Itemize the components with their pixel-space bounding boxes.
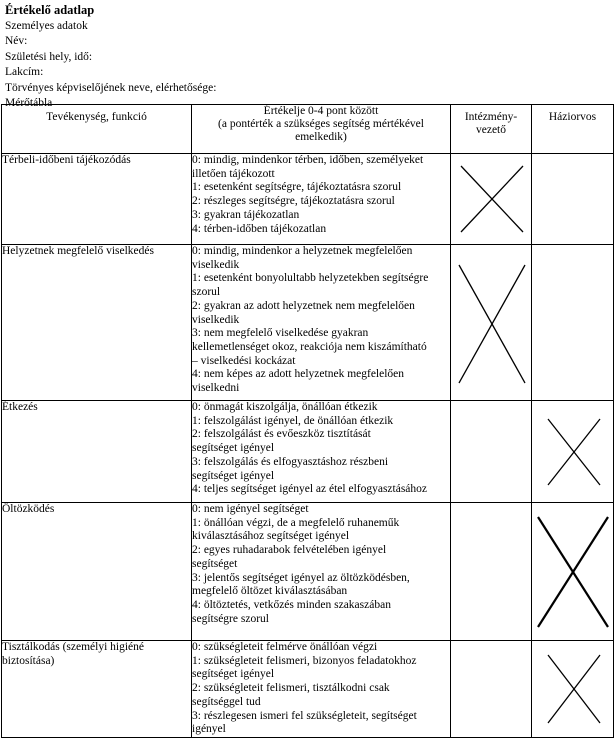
name-field-label: Név: — [5, 35, 28, 47]
scale-cell — [192, 641, 451, 738]
cross-mark-icon — [536, 515, 610, 629]
function-label: Tisztálkodás (személyi higiéné — [2, 641, 145, 653]
scale-line: 0: mindig, mindenkor a helyzetnek megfelelően — [192, 245, 413, 257]
gp-cell-crossed — [532, 641, 614, 738]
rating-header-line2: (a pontérték a szükséges segítség mértékével — [218, 118, 424, 130]
form-title: Értékelő adatlap — [5, 3, 95, 17]
scale-line: megfelelő öltözet kiválasztásában — [192, 585, 348, 598]
scale-line: segítséggel tud — [192, 695, 261, 708]
cross-mark-icon — [459, 164, 525, 234]
scale-line: szorul — [192, 286, 221, 299]
function-column-label: Tevékenység, funkció — [46, 111, 147, 123]
rating-header-line3: emelkedik) — [295, 131, 347, 143]
function-label: Öltözködés — [2, 503, 55, 515]
scale-line: 1: esetenként segítségre, tájékoztatásra szorul — [192, 181, 402, 194]
gp-cell[interactable] — [532, 154, 614, 245]
function-label: Étkezés — [2, 401, 38, 413]
scale-line: segítséget igényel — [192, 469, 275, 482]
scale-line: segítséget — [192, 557, 238, 570]
function-cell — [2, 401, 192, 503]
scale-line: viselkedik — [192, 313, 240, 326]
cross-mark-icon — [546, 653, 602, 725]
head-of-institution-cell[interactable] — [451, 401, 532, 503]
gp-cell-crossed — [532, 401, 614, 503]
scale-line: 3: részlegesen ismeri fel szükségleteit, segítséget — [192, 709, 417, 722]
scale-line: viselkedik — [192, 258, 240, 271]
function-cell — [2, 245, 192, 401]
function-cell — [2, 503, 192, 641]
scale-line: illetően tájékozott — [192, 167, 275, 180]
table-row — [2, 503, 614, 641]
gp-cell[interactable] — [532, 245, 614, 401]
function-label: Térbeli-időbeni tájékozódás — [2, 154, 131, 166]
scale-line: 0: önmagát kiszolgálja, önállóan étkezik — [192, 401, 378, 413]
scale-line: 3: jelentős segítséget igényel az öltözködésben, — [192, 571, 410, 584]
cross-mark-icon — [457, 263, 527, 385]
scale-line: segítségre szorul — [192, 612, 269, 625]
scale-line: 1: esetenként bonyolultabb helyzetekben segítségre — [192, 272, 429, 285]
head-header-line2: vezető — [475, 124, 506, 136]
scale-line: 0: mindig, mindenkor térben, időben, személyeket — [192, 154, 424, 166]
assessment-table — [1, 104, 614, 738]
scale-cell — [192, 245, 451, 401]
scale-line: kiválasztásához segítséget igényel — [192, 530, 350, 543]
scale-line: 4: öltöztetés, vetkőzés minden szakaszában — [192, 598, 391, 611]
scale-line: – viselkedési kockázat — [192, 354, 296, 367]
head-of-institution-cell-crossed — [451, 245, 532, 401]
table-row — [2, 641, 614, 738]
scale-line: 3: felszolgálás és elfogyasztáshoz részbeni — [192, 455, 389, 468]
address-label: Lakcím: — [5, 66, 44, 78]
scale-line: segítséget igényel — [192, 668, 275, 681]
measurement-table-heading: Mérőtábla — [5, 97, 53, 109]
legal-representative-label: Törvényes képviselőjének neve, elérhetősége: — [5, 81, 217, 94]
scale-line: 3: gyakran tájékozatlan — [192, 208, 300, 221]
rating-header-line1: Értékelje 0-4 pont között — [263, 105, 379, 117]
form-header — [5, 3, 216, 112]
table-header-row — [2, 105, 614, 154]
scale-cell — [192, 503, 451, 641]
scale-line: viselkedni — [192, 382, 240, 395]
function-cell — [2, 641, 192, 738]
head-of-institution-cell-crossed — [451, 154, 532, 245]
head-of-institution-cell[interactable] — [451, 641, 532, 738]
scale-line: 1: önállóan végzi, de a megfelelő ruhaneműk — [192, 516, 400, 529]
gp-column-header — [532, 105, 614, 154]
scale-line: 4: térben-időben tájékozatlan — [192, 222, 327, 235]
function-cell — [2, 154, 192, 245]
head-of-institution-column-header — [451, 105, 532, 154]
head-header-line1: Intézmény- — [464, 111, 518, 123]
table-row — [2, 401, 614, 503]
gp-cell-crossed — [532, 503, 614, 641]
birth-place-date-label: Születési hely, idő: — [5, 50, 93, 63]
scale-line: 1: felszolgálást igényel, de önállóan étkezik — [192, 414, 394, 427]
cross-mark-icon — [546, 417, 602, 487]
head-of-institution-cell[interactable] — [451, 503, 532, 641]
table-row — [2, 245, 614, 401]
scale-line: 2: szükségleteit felismeri, tisztálkodni csak — [192, 682, 390, 695]
scale-cell — [192, 401, 451, 503]
scale-line: kellemetlenséget okoz, reakciója nem kiszámítható — [192, 340, 427, 353]
scale-cell — [192, 154, 451, 245]
scale-line: 0: nem igényel segítséget — [192, 503, 309, 515]
gp-column-label: Háziorvos — [548, 111, 597, 123]
rating-column-header — [192, 105, 451, 154]
scale-line: 3: nem megfelelő viselkedése gyakran — [192, 327, 369, 340]
scale-line: 2: részleges segítségre, tájékoztatásra szorul — [192, 195, 395, 208]
function-label-line2: biztosítása) — [2, 654, 55, 667]
scale-line: 2: egyes ruhadarabok felvételében igényel — [192, 544, 387, 557]
scale-line: 1: szükségleteit felismeri, bizonyos feladatokhoz — [192, 654, 417, 667]
personal-data-heading: Személyes adatok — [5, 19, 88, 32]
scale-line: 2: felszolgálást és evőeszköz tisztítását — [192, 428, 371, 441]
scale-line: 0: szükségleteit felmérve önállóan végzi — [192, 641, 378, 653]
scale-line: 4: teljes segítséget igényel az étel elfogyasztásához — [192, 483, 428, 496]
scale-line: igényel — [192, 723, 226, 736]
scale-line: 2: gyakran az adott helyzetnek nem megfelelően — [192, 299, 415, 312]
function-label: Helyzetnek megfelelő viselkedés — [2, 245, 154, 257]
function-column-header — [2, 105, 192, 154]
scale-line: segítséget igényel — [192, 442, 275, 455]
table-row — [2, 154, 614, 245]
scale-line: 4: nem képes az adott helyzetnek megfelelően — [192, 368, 405, 381]
